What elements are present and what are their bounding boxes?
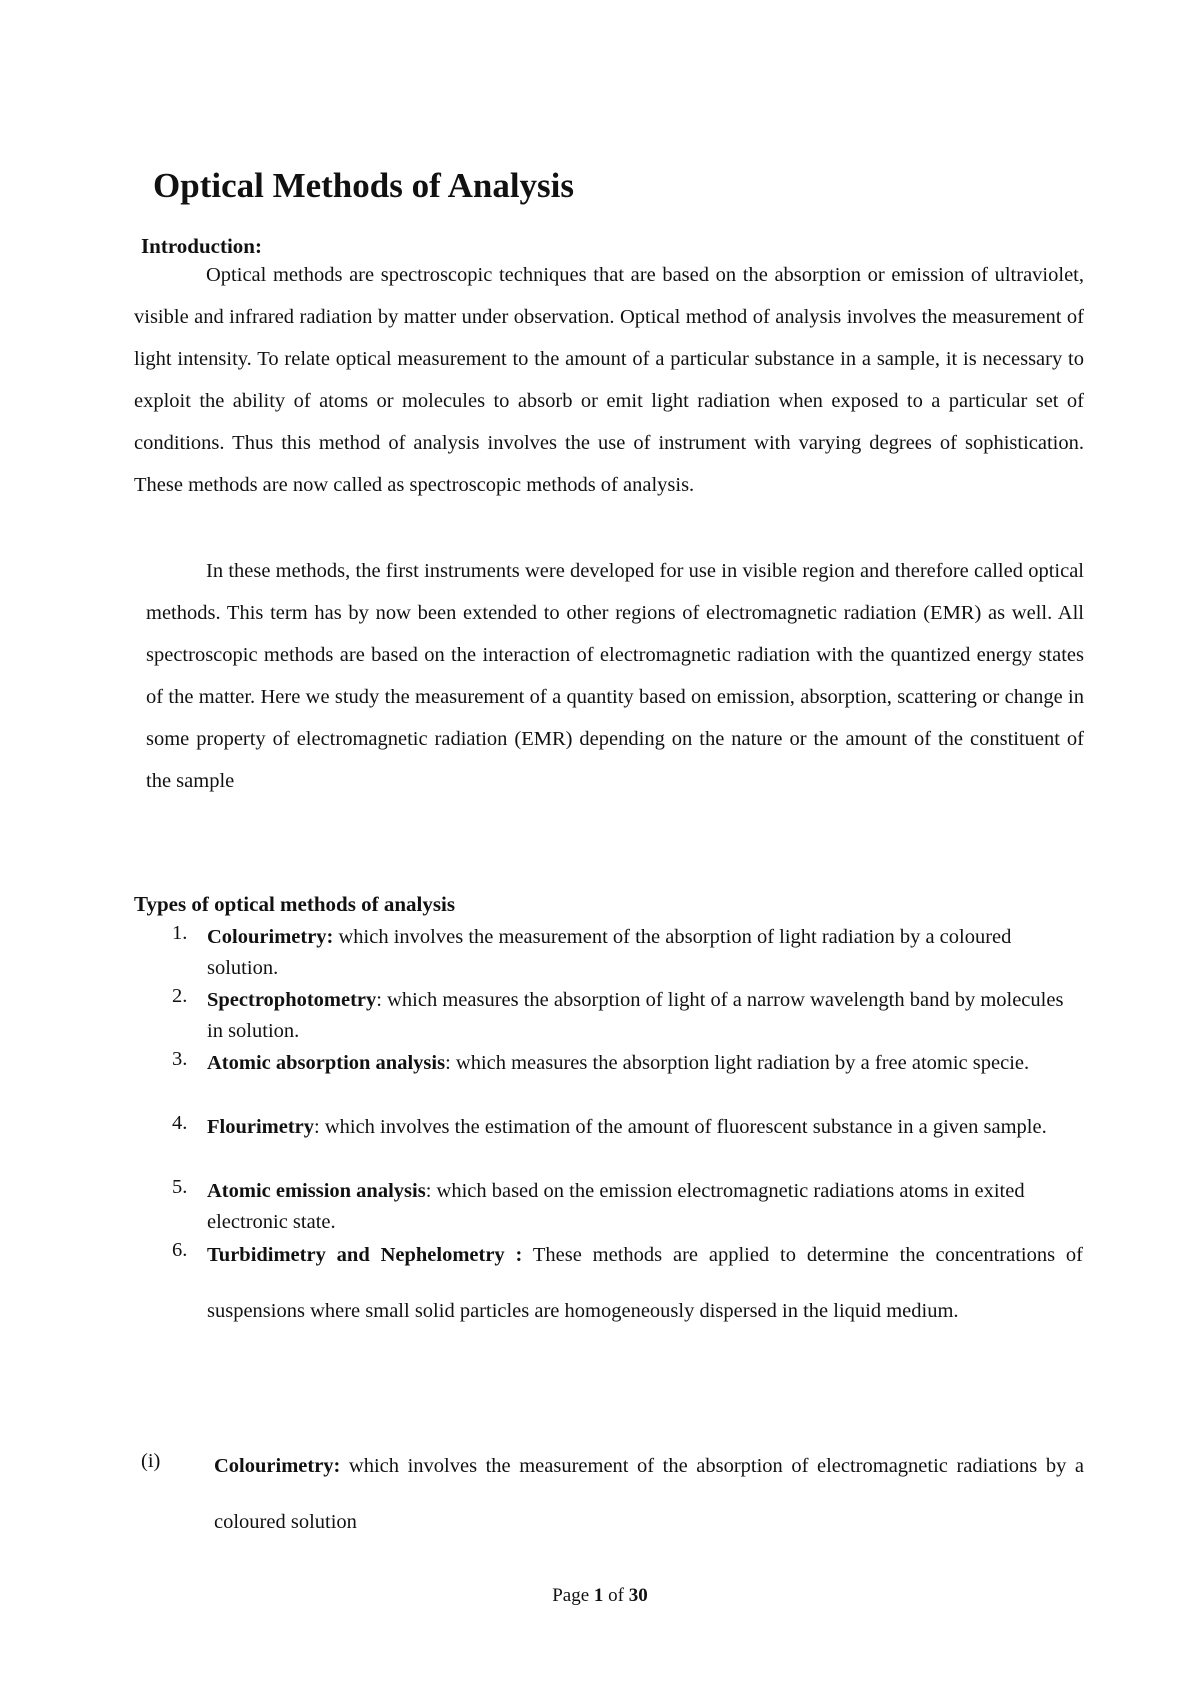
footer-total-pages: 30: [628, 1585, 648, 1606]
page-footer: [0, 1585, 1200, 1607]
list-item-title: Colourimetry:: [207, 926, 334, 948]
list-item-title: Spectrophotometry: [207, 989, 377, 1011]
list-item-text: which involves the measurement of the absorption of light radiation by a coloured solution.: [207, 926, 1012, 979]
subsection-body: [214, 1438, 1084, 1550]
subsection-number: (i): [141, 1450, 161, 1472]
list-item-text: : which involves the estimation of the amount of fluorescent substance in a given sample.: [314, 1116, 1047, 1138]
subsection-text: which involves the measurement of the absorption of electromagnetic radiations by a coloured solution: [214, 1455, 1084, 1533]
intro-paragraph-1: Optical methods are spectroscopic techniques that are based on the absorption or emission of ultraviolet, visible and infrared radiation by matter under observation. Optical method of analysis involves the measurement of light intensity. To relate optical measurement to the amount of a particular substance in a sample, it is necessary to exploit the ability of atoms or molecules to absorb or emit light radiation when exposed to a particular set of conditions. Thus this method of analysis involves the use of instrument with varying degrees of sophistication. These methods are now called as spectroscopic methods of analysis.: [134, 264, 1084, 496]
list-item-text: These methods are applied to determine the concentrations of suspensions where small solid particles are homogeneously dispersed in the liquid medium.: [207, 1244, 1083, 1322]
list-item-number: 4.: [172, 1112, 188, 1134]
types-heading: Types of optical methods of analysis: [134, 892, 456, 916]
list-item-number: 6.: [172, 1239, 188, 1261]
list-item-body: [207, 985, 1083, 1047]
introduction-heading: Introduction:: [141, 234, 262, 258]
footer-page-word: Page: [552, 1585, 590, 1606]
list-item-title: Atomic emission analysis: [207, 1180, 426, 1202]
list-item-text: : which measures the absorption of light of a narrow wavelength band by molecules in solution.: [207, 989, 1064, 1042]
list-item-body: [207, 1227, 1083, 1339]
list-item-body: [207, 1112, 1083, 1143]
subsection-title: Colourimetry:: [214, 1455, 341, 1477]
footer-of-word: of: [608, 1585, 624, 1606]
list-item-title: Atomic absorption analysis: [207, 1052, 446, 1074]
footer-page-number: 1: [593, 1585, 604, 1606]
list-item-text: : which based on the emission electromagnetic radiations atoms in exited electronic state.: [207, 1180, 1025, 1233]
list-item-title: Flourimetry: [207, 1116, 315, 1138]
list-item-body: [207, 1048, 1083, 1079]
list-item-number: 2.: [172, 985, 188, 1007]
list-item-body: [207, 922, 1083, 984]
intro-paragraph-2: In these methods, the first instruments were developed for use in visible region and therefore called optical methods. This term has by now been extended to other regions of electromagnetic radiation (EMR) as well. All spectroscopic methods are based on the interaction of electromagnetic radiation with the quantized energy states of the matter. Here we study the measurement of a quantity based on emission, absorption, scattering or change in some property of electromagnetic radiation (EMR) depending on the nature or the amount of the constituent of the sample: [146, 560, 1084, 792]
list-item-number: 5.: [172, 1176, 188, 1198]
document-title: Optical Methods of Analysis: [153, 166, 575, 205]
list-item-number: 1.: [172, 922, 188, 944]
list-item-text: : which measures the absorption light radiation by a free atomic specie.: [445, 1052, 1030, 1074]
list-item-title: Turbidimetry and Nephelometry :: [207, 1244, 523, 1266]
list-item-number: 3.: [172, 1048, 188, 1070]
